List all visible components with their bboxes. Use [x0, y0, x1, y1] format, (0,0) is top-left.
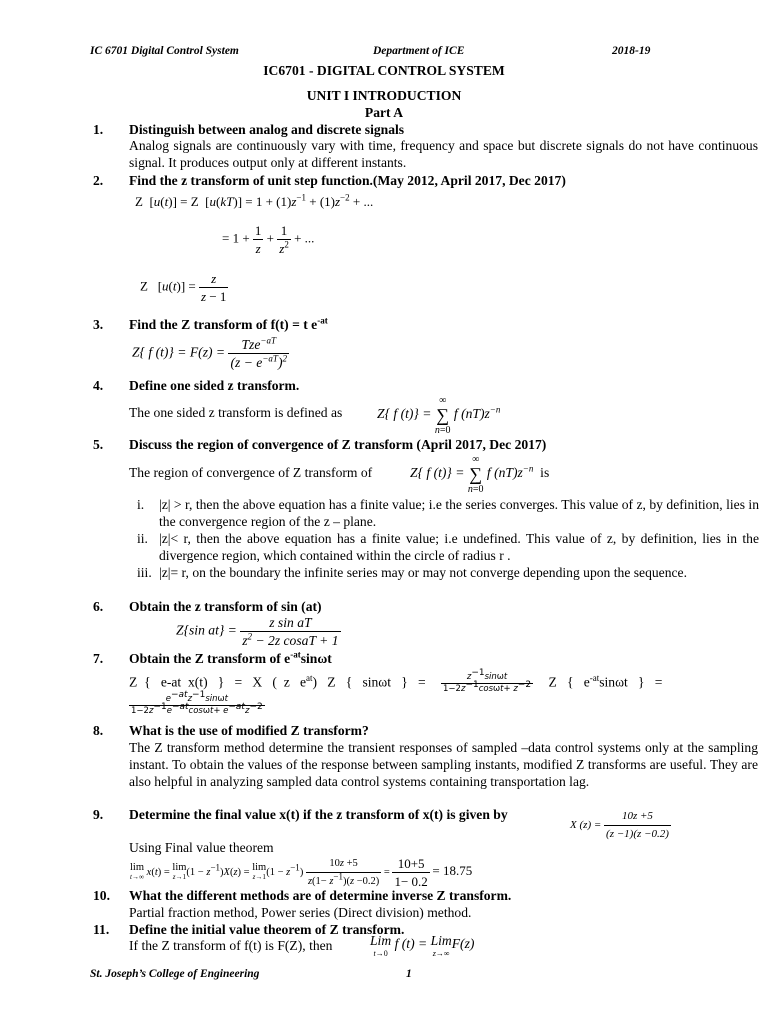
math-step-result: Z [u(t)] = $\frac{z}{z - 1}$	[140, 271, 227, 304]
question-number: 9.	[93, 807, 104, 822]
question-number: 10.	[93, 888, 110, 903]
question-number: 11.	[93, 922, 110, 937]
math-step-equation-2: = 1 + $\frac{1}{z}$ + $\frac{1}{z^2}$ + ...	[222, 223, 315, 256]
list-index: iii.	[137, 565, 152, 580]
math-ztransform-t-exp: Z{ f (t)} = F(z) = $\frac{Tze^{-aT}}{(z - e^{-aT})^2}$	[132, 335, 287, 370]
question-text: What is the use of modified Z transform?	[129, 723, 369, 738]
question-text: Discuss the region of convergence of Z transform (April 2017, Dec 2017)	[129, 437, 547, 452]
question-number: 5.	[93, 437, 104, 452]
question-text: Distinguish between analog and discrete signals	[129, 122, 405, 137]
list-text: |z|< r, then the above equation has a finite value; i.e undefined. This value of z, by definition, lies in the divergence region, which contained within the circle of radius r .	[159, 531, 759, 563]
question-text: Obtain the Z transform of $e^{-at}\sin\omega t$	[129, 649, 332, 666]
question-text-main: Find the Z transform of f(t) = t e	[129, 317, 318, 332]
answer-11: If the Z transform of f(t) is F(Z), then	[129, 938, 333, 953]
unit-title: UNIT I INTRODUCTION	[306, 88, 462, 103]
answer-8: The Z transform method determine the transient responses of sampled –data control systems only at the sampling instant. To obtain the values of the response between sampling instants, modified Z transforms are useful. They are also helpful in analyzing sampled data control systems containing transportation lag.	[129, 740, 758, 789]
question-number: 2.	[93, 173, 104, 188]
page-number: 1	[406, 968, 412, 980]
document-title: IC6701 - DIGITAL CONTROL SYSTEM	[263, 63, 505, 78]
math-xz-given: X (z) = $\frac{10z +5}{(z -1)(z -0.2)}$	[570, 808, 671, 843]
list-index: ii.	[137, 531, 148, 546]
final-value-result: = 18.75	[432, 862, 473, 878]
math-sin-transform: Z{sin at} = $\frac{\text{z sin aT}}{z^2 - 2z cosaT + 1}$	[176, 615, 339, 648]
math-roc-definition: Z{ f (t)} = ∞ ∑ n=0 f $(nT)z^{-n}$ is	[410, 454, 550, 495]
header-year: 2018-19	[612, 45, 651, 57]
answer-1: Analog signals are continuously vary with time, frequency and space but discrete signals do not have continuous signal. It produces output only at different instants.	[129, 138, 758, 170]
answer-7-line-2: $\frac{e^{-at}z^{-1}\sin\omega t}{1-2z^{-1}e^{-at}\cos\omega t+ e^{-at}z^{-2}}$	[131, 690, 263, 716]
question-number: 6.	[93, 599, 104, 614]
question-text: Find the z transform of unit step function.(May 2012, April 2017, Dec 2017)	[129, 173, 566, 188]
header-course: IC 6701 Digital Control System	[90, 45, 239, 57]
question-text: Obtain the z transform of sin (at)	[129, 599, 322, 614]
header-dept: Department of ICE	[373, 45, 465, 57]
question-text: What the different methods are of determine inverse Z transform.	[129, 888, 512, 903]
footer-college: St. Joseph’s College of Engineering	[90, 968, 260, 980]
question-number: 7.	[93, 651, 104, 666]
list-text: |z| > r, then the above equation has a finite value; i.e the series converges. This value of z, by definition, lies in the convergence region of the z – plane.	[159, 497, 759, 529]
question-text: Determine the final value x(t) if the z transform of x(t) is given by	[129, 807, 508, 822]
question-number: 8.	[93, 723, 104, 738]
page-footer	[90, 966, 710, 983]
question-number: 3.	[93, 317, 104, 332]
question-text: Define the initial value theorem of Z transform.	[129, 922, 405, 937]
question-text-main: Obtain the Z transform of e	[129, 651, 291, 666]
answer-9: Using Final value theorem	[129, 840, 274, 855]
question-text: Find the Z transform of f(t) = t $e^{-at}$	[129, 315, 328, 332]
answer-10: Partial fraction method, Power series (Direct division) method.	[129, 905, 472, 920]
part-title: Part A	[364, 105, 404, 120]
math-one-sided-definition: Z{ f (t)} = ∞ ∑ n=0 f $(nT)z^{-n}$	[377, 395, 501, 436]
list-text: |z|= r, on the boundary the infinite series may or may not converge depending upon the sequence.	[159, 565, 687, 580]
question-number: 1.	[93, 122, 104, 137]
question-number: 4.	[93, 378, 104, 393]
answer-7-line-1: Z { e-at x(t) } = X ( z $e^{at}$) Z { sinωt } = $\frac{z^{-1}\sin\omega t}{1-2z^{-1}\cos\omega t+ z^{-2}}$ Z { $e^{-at}\sin\omega t$ } =	[129, 668, 663, 694]
answer-5: The region of convergence of Z transform of	[129, 465, 373, 480]
answer-4: The one sided z transform is defined as	[129, 405, 343, 420]
list-index: i.	[137, 497, 145, 512]
math-final-value-theorem: lim t→∞ x(t) = lim $z\to 1(1 - z^{-1})X(z) = \lim$ $z\to 1(1 - z^{-1})$ $\frac{10z +5}{z(1- z^{-1})(z -0.2)}$ = $\frac{10+5}{1- 0.2}$ = 18.75	[130, 856, 473, 889]
question-text: Define one sided z transform.	[129, 378, 300, 393]
math-step-equation-1: Z [u(t)] = Z $[u(kT)] = 1 + (1)z^{-1} + (1)z^{-2}$ + ...	[135, 192, 374, 209]
math-initial-value-theorem: Lim t→0 f (t) = Lim z→∞F(z)	[370, 933, 475, 958]
